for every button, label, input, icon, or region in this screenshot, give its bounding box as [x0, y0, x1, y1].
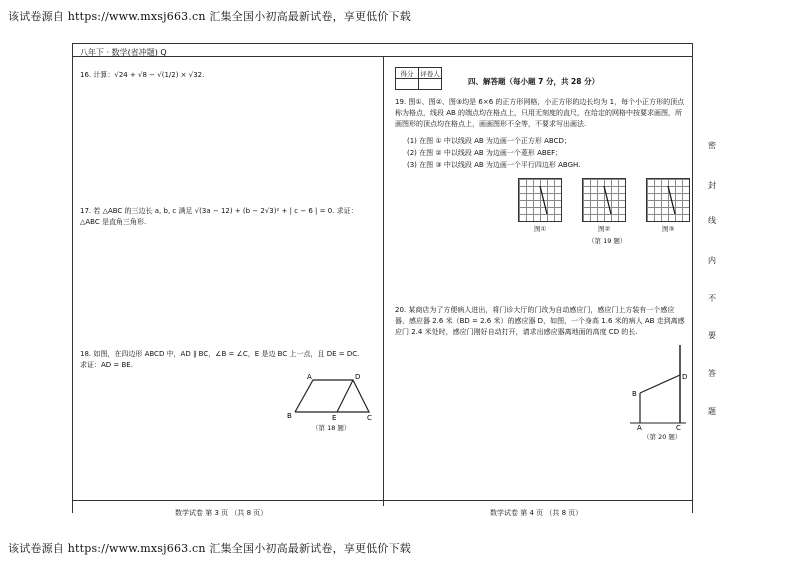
question-19-part2: (2) 在图 ② 中以线段 AB 为边画一个菱形 ABEF； [407, 149, 563, 157]
grid-figure-2 [582, 178, 626, 222]
seal-char-6: 要 [708, 331, 716, 340]
grid-figure-1 [518, 178, 562, 222]
fig20-label-c: C [676, 424, 681, 430]
fig18-label-c: C [367, 414, 372, 422]
figure-18 [285, 372, 375, 422]
seal-char-7: 答 [708, 369, 716, 378]
page-header: 八年下 · 数学(省冲题) Q [80, 48, 167, 57]
score-blank [396, 79, 419, 90]
seal-char-8: 题 [708, 407, 716, 416]
question-18-line2: 求证：AD = BE. [80, 361, 133, 369]
score-cell: 得分 [396, 68, 419, 79]
fig20-label-a: A [637, 424, 642, 430]
seal-char-1: 密 [708, 141, 716, 150]
grader-cell: 评卷人 [420, 69, 440, 78]
grid-figure-3 [646, 178, 690, 222]
seal-char-5: 不 [708, 294, 716, 303]
score-table [395, 67, 442, 90]
fig18-label-b: B [287, 412, 292, 420]
fig18-label-d: D [355, 373, 361, 381]
grid-label-3: 图③ [662, 225, 675, 233]
right-border [692, 43, 693, 513]
left-page-footer: 数学试卷 第 3 页 （共 8 页） [175, 509, 268, 517]
seal-char-2: 封 [708, 181, 716, 190]
question-16: 16. 计算：√24 + √8 − √(1/2) × √32. [80, 71, 205, 79]
source-banner-bottom: 该试卷源自 https://www.mxsj663.cn 汇集全国小初高最新试卷，享更低价下载 [8, 542, 411, 555]
question-19-part1: (1) 在图 ① 中以线段 AB 为边画一个正方形 ABCD； [407, 137, 571, 145]
bottom-rule [72, 500, 692, 501]
source-banner-top: 该试卷源自 https://www.mxsj663.cn 汇集全国小初高最新试卷，享更低价下载 [8, 10, 411, 23]
fig20-label-b: B [632, 390, 637, 398]
question-19-intro: 19. 图①、图②、图③均是 6×6 的正方形网格，小正方形的边长均为 1，每个小正方形的顶点称为格点，线段 AB 的端点均在格点上，只用无刻度的直尺，在给定的网格中按要求画图，所画图形的顶点均在格点上，画画图形不全等，不要求写出画法. [395, 98, 685, 128]
top-border [72, 43, 692, 44]
seal-char-3: 线 [708, 216, 716, 225]
figure-20-caption: （第 20 题） [643, 433, 682, 441]
grader-blank [419, 79, 442, 90]
figure-20 [630, 345, 690, 430]
left-border [72, 43, 73, 513]
figure-19-caption: （第 19 题） [588, 237, 627, 245]
fig18-label-e: E [332, 414, 337, 422]
question-18-line1: 18. 如图，在四边形 ABCD 中，AD ∥ BC，∠B = ∠C，E 是边 BC 上一点，且 DE = DC. [80, 350, 360, 358]
section-four-title: 四、解答题（每小题 7 分，共 28 分） [468, 77, 600, 86]
center-divider [383, 56, 384, 506]
fig18-label-a: A [307, 373, 312, 381]
question-19-part3: (3) 在图 ③ 中以线段 AB 为边画一个平行四边形 ABGH. [407, 161, 581, 169]
grid-label-2: 图② [598, 225, 611, 233]
figure-18-caption: （第 18 题） [312, 424, 351, 432]
question-20: 20. 某商店为了方便病人进出，将门诊大厅的门改为自动感应门，感应门上方装有一个感应器，感应器 2.6 米（BD = 2.6 米）的感应器 D，如图，一个身高 1.6 米的病人 AB 走到离感应门 2.4 米处时，感应门刚好自动打开，请求出感应器离地面的高度 CD 的长. [395, 306, 685, 336]
question-17: 17. 若 △ABC 的三边长 a, b, c 满足 √(3a − 12) + (b − 2√3)² + | c − 6 | = 0. 求证：△ABC 是直角三角形. [80, 207, 358, 226]
grid-label-1: 图① [534, 225, 547, 233]
seal-char-4: 内 [708, 256, 716, 265]
fig20-label-d: D [682, 373, 688, 381]
right-page-footer: 数学试卷 第 4 页 （共 8 页） [490, 509, 583, 517]
